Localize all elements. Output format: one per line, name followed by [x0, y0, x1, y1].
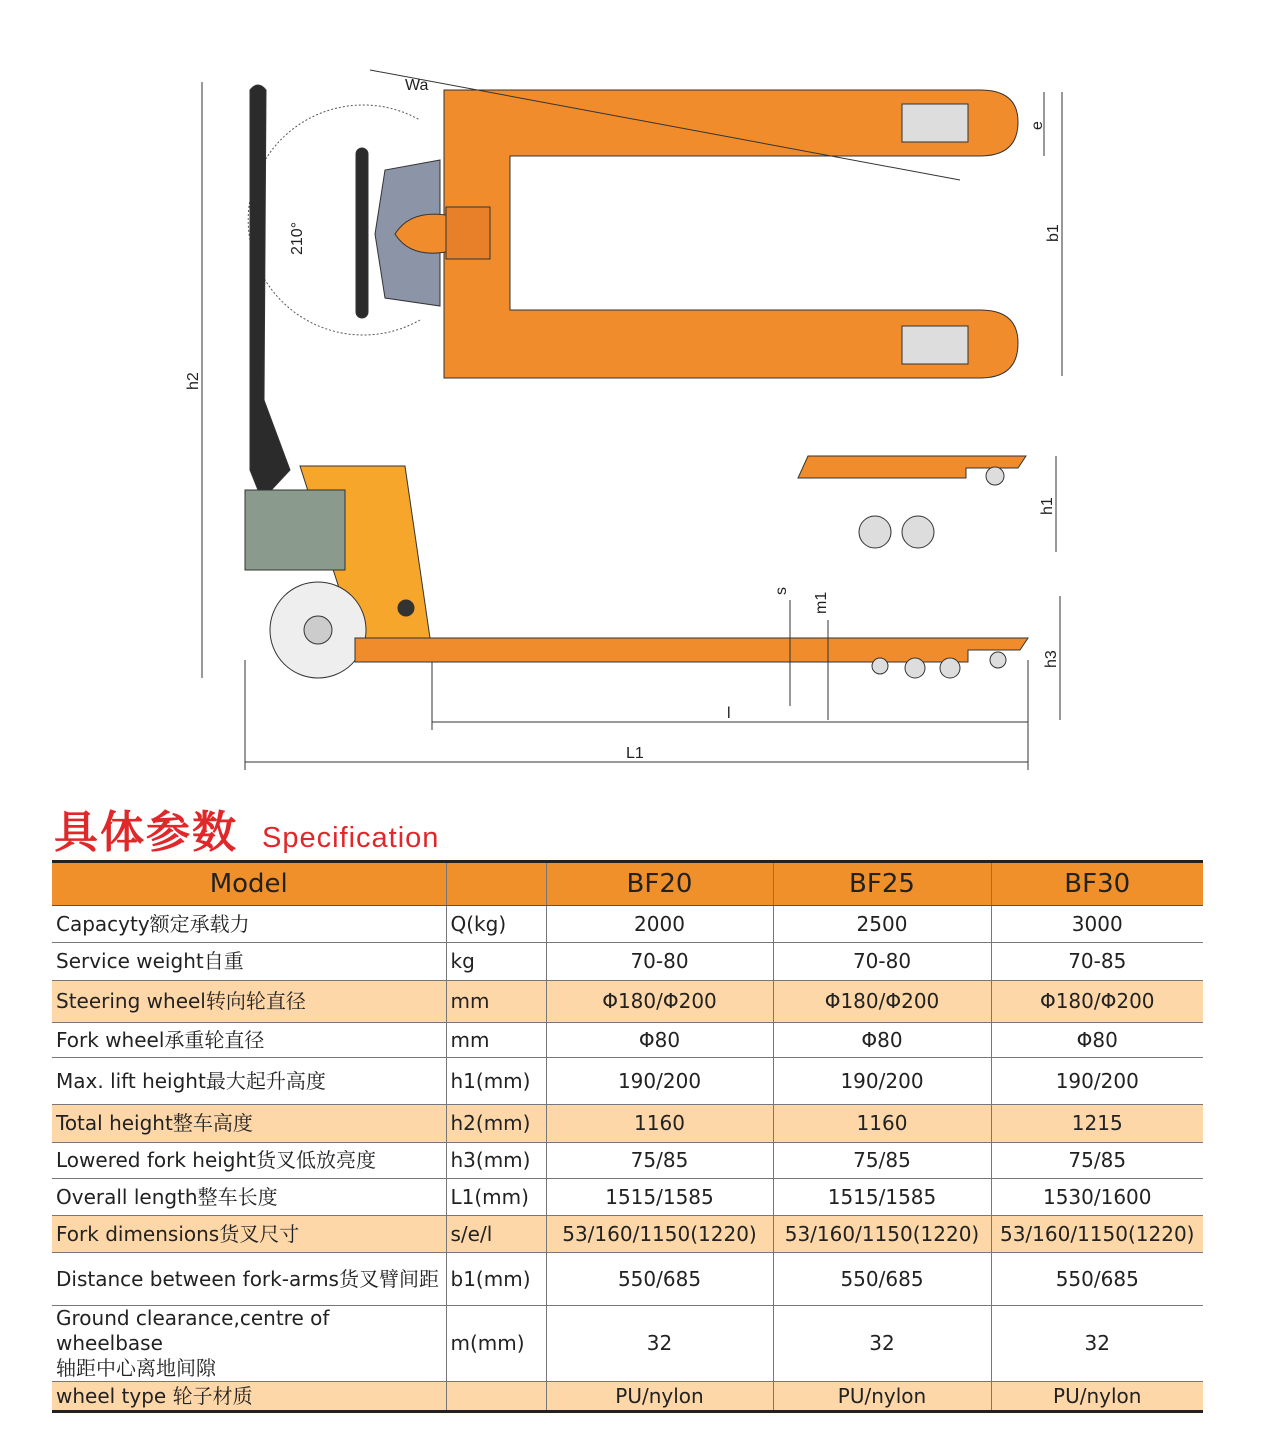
dim-s: s — [773, 587, 790, 595]
row-label — [52, 943, 446, 981]
row-label-text: Lowered fork height货叉低放亮度 — [56, 1148, 377, 1172]
dim-h3: h3 — [1043, 650, 1060, 668]
dim-h2: h2 — [185, 372, 202, 390]
table-row — [52, 1306, 1203, 1382]
table-row — [52, 981, 1203, 1023]
row-value: 75/85 — [991, 1143, 1203, 1179]
row-unit: kg — [446, 943, 546, 981]
row-unit: mm — [446, 1023, 546, 1058]
row-label — [52, 1058, 446, 1105]
row-label-text: Max. lift height最大起升高度 — [56, 1068, 326, 1093]
dim-l: l — [727, 705, 731, 722]
row-value: 2000 — [546, 906, 773, 943]
row-value: 1530/1600 — [991, 1179, 1203, 1216]
row-value: 1515/1585 — [546, 1179, 773, 1216]
row-label-text: Service weight自重 — [56, 949, 244, 973]
row-label-text: Total height整车高度 — [56, 1111, 253, 1135]
row-unit — [446, 1382, 546, 1412]
title-cn: 具体参数 — [54, 807, 238, 858]
row-label — [52, 1306, 446, 1382]
table-row — [52, 1216, 1203, 1253]
dim-h1: h1 — [1039, 497, 1056, 515]
dim-b1: b1 — [1045, 224, 1062, 242]
row-label — [52, 1216, 446, 1253]
row-value: Φ180/Φ200 — [546, 981, 773, 1023]
row-value: PU/nylon — [991, 1382, 1203, 1412]
row-unit: Q(kg) — [446, 906, 546, 943]
row-unit: s/e/l — [446, 1216, 546, 1253]
dim-e: e — [1029, 121, 1046, 130]
table-row — [52, 1143, 1203, 1179]
row-unit: m(mm) — [446, 1306, 546, 1382]
row-label — [52, 981, 446, 1023]
row-label — [52, 1105, 446, 1143]
row-label-text: wheel type 轮子材质 — [56, 1383, 253, 1408]
table-row — [52, 1382, 1203, 1412]
table-row — [52, 1058, 1203, 1105]
dim-wa: Wa — [405, 77, 429, 94]
spec-table — [52, 860, 1203, 1413]
header-model: Model — [52, 862, 446, 906]
table-row — [52, 1023, 1203, 1058]
section-title — [54, 796, 439, 860]
row-label-text: Overall length整车长度 — [56, 1184, 278, 1209]
row-value: 1515/1585 — [773, 1179, 991, 1216]
row-label-text: Fork wheel承重轮直径 — [56, 1027, 265, 1052]
row-label — [52, 1382, 446, 1412]
header-bf30: BF30 — [991, 862, 1203, 906]
row-value: 70-85 — [991, 943, 1203, 981]
table-row — [52, 1253, 1203, 1306]
row-label-text: Ground clearance,centre of wheelbase — [56, 1306, 330, 1355]
row-label-text: Steering wheel转向轮直径 — [56, 989, 306, 1013]
row-label — [52, 1253, 446, 1306]
row-value: 550/685 — [773, 1253, 991, 1306]
row-label-text: Capacyty额定承载力 — [56, 911, 250, 936]
row-label-text: Fork dimensions货叉尺寸 — [56, 1221, 300, 1246]
row-label — [52, 1023, 446, 1058]
table-row — [52, 906, 1203, 943]
header-unit — [446, 862, 546, 906]
title-en: Specification — [262, 822, 440, 854]
row-value: 32 — [773, 1306, 991, 1382]
row-label — [52, 906, 446, 943]
row-unit: L1(mm) — [446, 1179, 546, 1216]
dim-L1: L1 — [626, 745, 644, 762]
row-value: 3000 — [991, 906, 1203, 943]
table-row — [52, 943, 1203, 981]
row-unit: b1(mm) — [446, 1253, 546, 1306]
header-bf25: BF25 — [773, 862, 991, 906]
row-value: 53/160/1150(1220) — [991, 1216, 1203, 1253]
row-unit: h1(mm) — [446, 1058, 546, 1105]
row-label-text: Distance between fork-arms货叉臂间距 — [56, 1266, 439, 1291]
top-view — [248, 70, 1062, 378]
row-unit: mm — [446, 981, 546, 1023]
row-value: 70-80 — [546, 943, 773, 981]
table-row — [52, 1105, 1203, 1143]
dim-m1: m1 — [813, 591, 830, 614]
table-header — [52, 862, 1203, 906]
row-unit: h2(mm) — [446, 1105, 546, 1143]
row-label — [52, 1143, 446, 1179]
row-label-cn: 轴距中心离地间隙 — [56, 1356, 216, 1380]
row-value: 2500 — [773, 906, 991, 943]
row-value: 53/160/1150(1220) — [773, 1216, 991, 1253]
row-value: Φ80 — [546, 1023, 773, 1058]
row-value: 190/200 — [546, 1058, 773, 1105]
row-value: PU/nylon — [546, 1382, 773, 1412]
row-value: 32 — [991, 1306, 1203, 1382]
row-value: Φ180/Φ200 — [773, 981, 991, 1023]
row-value: 53/160/1150(1220) — [546, 1216, 773, 1253]
row-value: Φ80 — [773, 1023, 991, 1058]
row-value: 550/685 — [546, 1253, 773, 1306]
row-value: 1160 — [546, 1105, 773, 1143]
row-value: PU/nylon — [773, 1382, 991, 1412]
row-value: 550/685 — [991, 1253, 1203, 1306]
row-label — [52, 1179, 446, 1216]
row-value: 1160 — [773, 1105, 991, 1143]
dim-angle: 210° — [289, 221, 306, 255]
row-value: Φ80 — [991, 1023, 1203, 1058]
header-bf20: BF20 — [546, 862, 773, 906]
row-unit: h3(mm) — [446, 1143, 546, 1179]
row-value: Φ180/Φ200 — [991, 981, 1203, 1023]
row-value: 190/200 — [991, 1058, 1203, 1105]
row-value: 75/85 — [773, 1143, 991, 1179]
row-value: 1215 — [991, 1105, 1203, 1143]
row-value: 75/85 — [546, 1143, 773, 1179]
table-row — [52, 1179, 1203, 1216]
row-value: 190/200 — [773, 1058, 991, 1105]
side-view — [202, 82, 1060, 770]
row-value: 70-80 — [773, 943, 991, 981]
row-value: 32 — [546, 1306, 773, 1382]
